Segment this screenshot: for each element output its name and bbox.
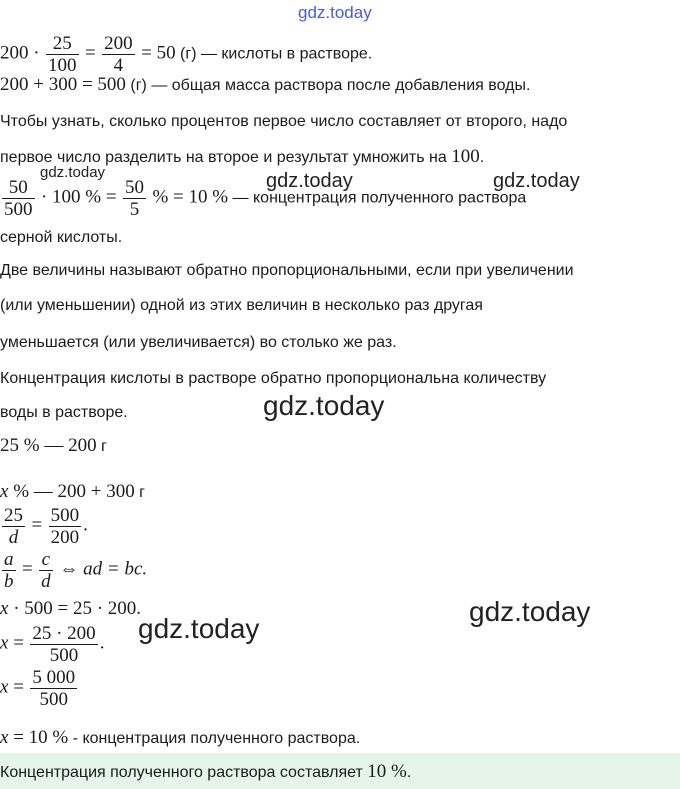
- answer-box: [0, 753, 680, 789]
- solution-line-16: [0, 598, 141, 621]
- watermark: gdz.today: [138, 613, 260, 644]
- fraction: $\frac{25}{d}$: [4, 505, 23, 548]
- line-text: (г) — общая масса раствора после добавления воды.: [125, 77, 531, 94]
- answer-end: .: [406, 764, 412, 781]
- answer-text: [0, 761, 411, 784]
- equals-sign: =: [84, 42, 96, 64]
- solution-line-7: Две величины называют обратно пропорциональными, если при увеличении: [0, 262, 574, 279]
- fraction: $\frac{5 000}{500}$: [32, 667, 76, 710]
- line-text: - концентрация полученного раствора.: [68, 730, 361, 747]
- math-expression: % — 200 + 300: [8, 481, 135, 502]
- watermark-top: gdz.today: [298, 3, 372, 22]
- solution-line-17: [0, 624, 104, 670]
- math-expression: · 500 = 25 · 200.: [8, 598, 142, 619]
- solution-line-18: [0, 668, 79, 714]
- equals-sign: =: [21, 558, 33, 580]
- math-expression: 25 % — 200: [0, 435, 97, 456]
- solution-line-14: [0, 506, 88, 550]
- solution-line-19: [0, 727, 360, 750]
- fraction: $\frac{a}{b}$: [4, 549, 14, 592]
- solution-line-8: (или уменьшении) одной из этих величин в несколько раз другая: [0, 297, 483, 314]
- math-expression: = 50: [141, 42, 176, 64]
- math-expression: .: [83, 514, 88, 536]
- solution-line-6: серной кислоты.: [0, 229, 123, 246]
- watermark: gdz.today: [469, 596, 591, 627]
- line-text: г: [96, 438, 107, 455]
- solution-line-11: воды в растворе.: [0, 404, 128, 421]
- equals-sign: =: [31, 514, 43, 536]
- solution-line-1: [0, 33, 373, 76]
- watermark: gdz.today: [266, 170, 353, 192]
- variable: x: [0, 676, 9, 698]
- math-expression: .: [99, 632, 105, 654]
- variable: x: [0, 727, 9, 748]
- variable: x: [0, 632, 9, 654]
- watermark: gdz.today: [493, 170, 580, 192]
- math-expression: = 10 %: [8, 727, 69, 748]
- math-expression: 200 ·: [0, 42, 40, 64]
- solution-line-10: Концентрация кислоты в растворе обратно пропорциональна количеству: [0, 370, 547, 387]
- line-text: — концентрация полученного раствора: [228, 189, 527, 207]
- fraction: $\frac{25}{100}$: [48, 33, 77, 76]
- variable: x: [0, 598, 9, 619]
- watermark: gdz.today: [40, 164, 106, 181]
- watermark: gdz.today: [263, 390, 385, 421]
- line-text: (г) — кислоты в растворе.: [175, 45, 373, 63]
- solution-line-9: уменьшается (или увеличивается) во столько же раз.: [0, 334, 397, 351]
- variable: x: [0, 481, 9, 502]
- solution-line-15: [0, 550, 147, 590]
- solution-line-3: Чтобы узнать, сколько процентов первое число составляет от второго, надо: [0, 113, 568, 130]
- answer-value: 10 %: [367, 761, 407, 782]
- answer-label: Концентрация полученного раствора составляет: [0, 764, 368, 781]
- fraction: $\frac{50}{500}$: [4, 177, 33, 220]
- line-text: первое число разделить на второе и результат умножить на: [0, 149, 452, 166]
- solution-line-13: [0, 481, 145, 504]
- solution-line-5: [0, 178, 526, 218]
- equals-sign: =: [8, 632, 24, 654]
- math-expression: 100: [451, 146, 480, 167]
- fraction: $\frac{c}{d}$: [41, 549, 51, 592]
- solution-line-12: [0, 435, 107, 458]
- fraction: $\frac{500}{200}$: [50, 505, 80, 548]
- fraction: $\frac{200}{4}$: [104, 33, 133, 76]
- math-expression: % = 10 %: [152, 186, 229, 208]
- equals-sign: =: [8, 676, 24, 698]
- solution-line-2: [0, 74, 530, 97]
- math-expression: · 100 % =: [40, 186, 117, 208]
- math-expression: 200 + 300 = 500: [0, 74, 126, 95]
- fraction: $\frac{25 \cdot 200}{500}$: [32, 623, 96, 666]
- fraction: $\frac{50}{5}$: [125, 177, 145, 220]
- math-expression: ⇔ ad = bc.: [54, 558, 148, 580]
- line-text: г: [134, 484, 146, 501]
- line-text: .: [479, 149, 485, 166]
